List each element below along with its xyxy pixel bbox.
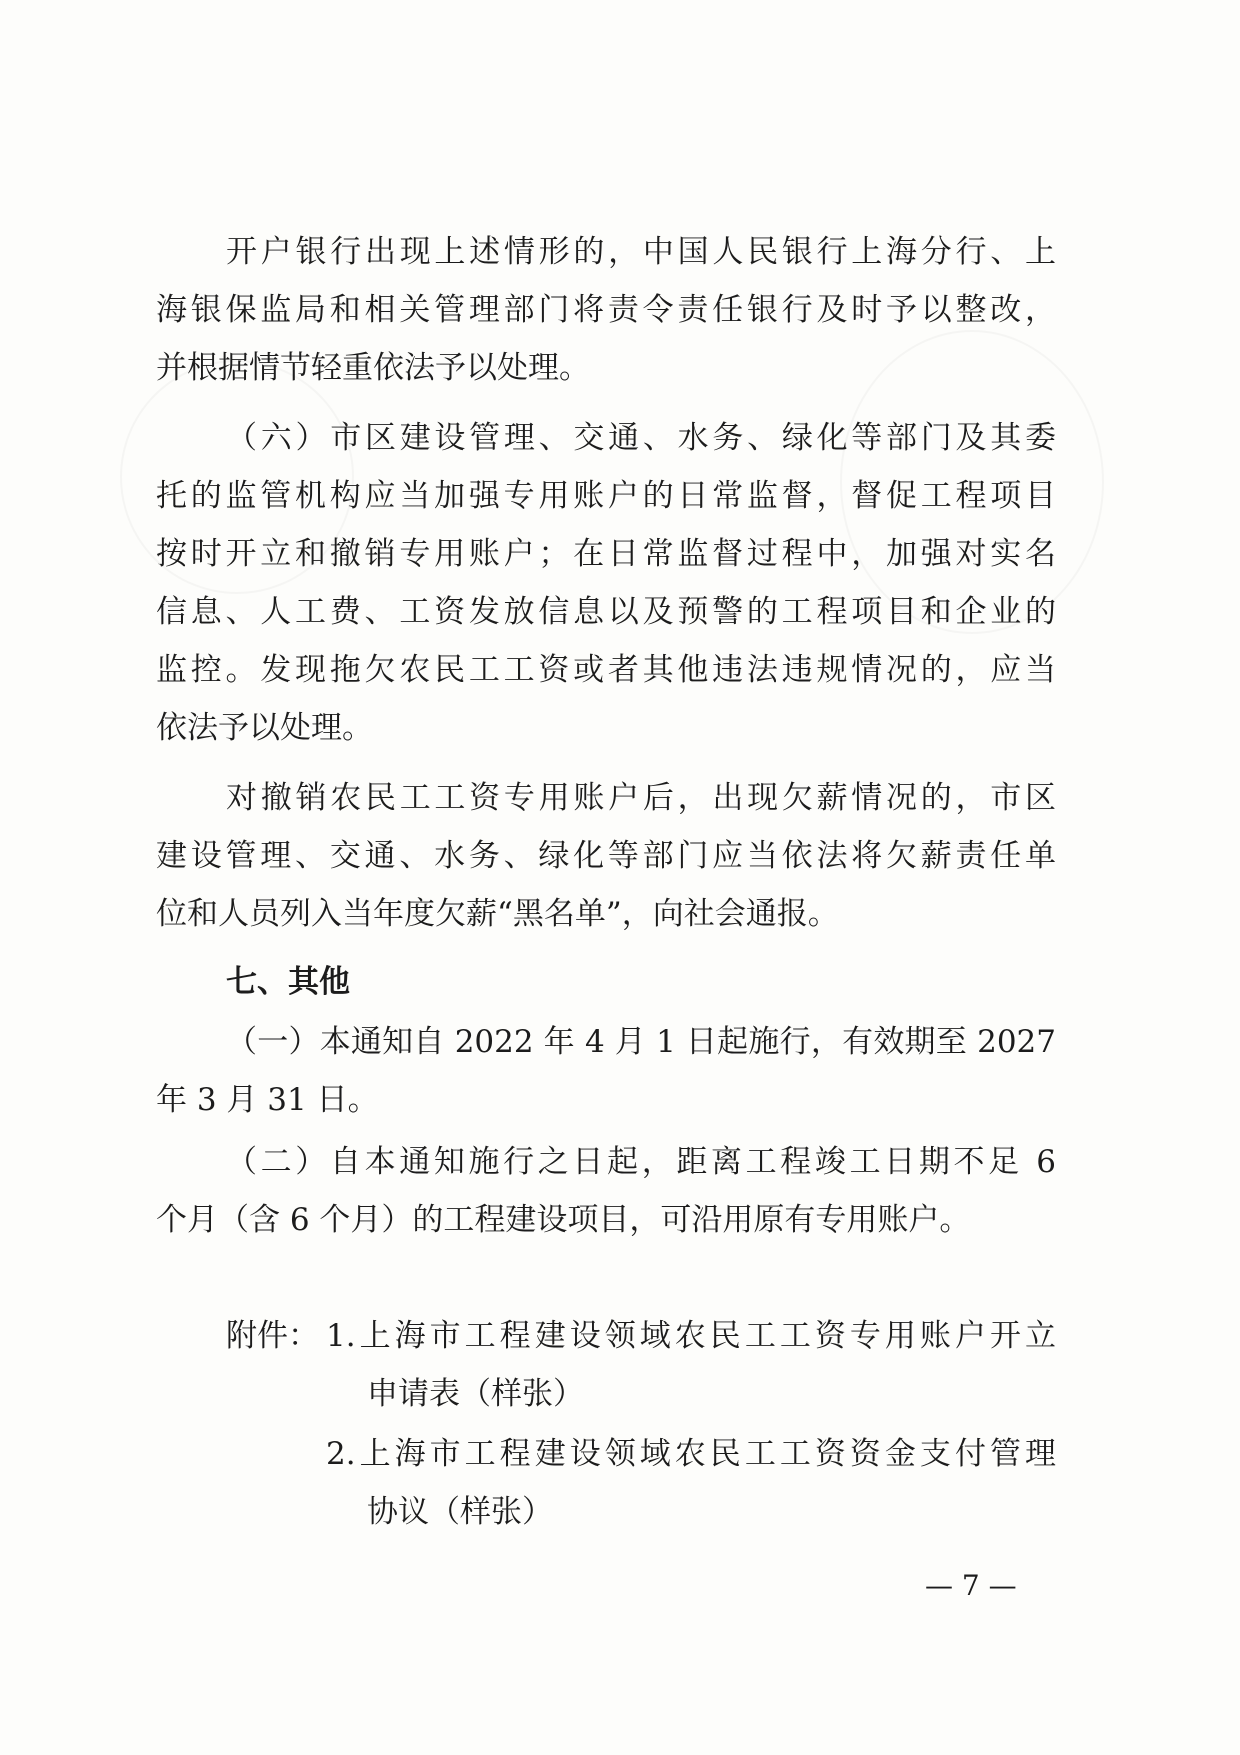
paragraph-3-line-2: 建设管理、交通、水务、绿化等部门应当依法将欠薪责任单 bbox=[156, 838, 1056, 874]
paragraph-1-line-1: 开户银行出现上述情形的，中国人民银行上海分行、上 bbox=[226, 234, 1056, 270]
paragraph-2-line-1: （六）市区建设管理、交通、水务、绿化等部门及其委 bbox=[226, 420, 1056, 456]
paragraph-1-line-3: 并根据情节轻重依法予以处理。 bbox=[156, 350, 590, 386]
paragraph-5-line-1: （二）自本通知施行之日起，距离工程竣工日期不足 6 bbox=[226, 1144, 1056, 1180]
annex-item-1-line-2: 申请表（样张） bbox=[367, 1376, 584, 1412]
paragraph-2-line-6: 依法予以处理。 bbox=[156, 710, 373, 746]
paragraph-3-line-1: 对撤销农民工工资专用账户后，出现欠薪情况的，市区 bbox=[226, 780, 1056, 816]
paragraph-2-line-4: 信息、人工费、工资发放信息以及预警的工程项目和企业的 bbox=[156, 594, 1056, 630]
paragraph-1-line-2: 海银保监局和相关管理部门将责令责任银行及时予以整改， bbox=[156, 292, 1056, 328]
paragraph-5-line-2: 个月（含 6 个月）的工程建设项目，可沿用原有专用账户。 bbox=[156, 1202, 971, 1238]
paragraph-2-line-5: 监控。发现拖欠农民工工资或者其他违法违规情况的，应当 bbox=[156, 652, 1056, 688]
paragraph-2-line-3: 按时开立和撤销专用账户；在日常监督过程中，加强对实名 bbox=[156, 536, 1056, 572]
paragraph-2-line-2: 托的监管机构应当加强专用账户的日常监督，督促工程项目 bbox=[156, 478, 1056, 514]
annex-label: 附件： bbox=[226, 1318, 319, 1354]
page-number: — 7 — bbox=[925, 1569, 1017, 1602]
annex-item-2-line-1: 2.上海市工程建设领域农民工工资资金支付管理 bbox=[326, 1436, 1056, 1472]
annex-item-1-line-1: 1.上海市工程建设领域农民工工资专用账户开立 bbox=[326, 1318, 1056, 1354]
paragraph-4-line-2: 年 3 月 31 日。 bbox=[156, 1082, 379, 1118]
section-heading: 七、其他 bbox=[226, 964, 350, 1000]
paragraph-4-line-1: （一）本通知自 2022 年 4 月 1 日起施行，有效期至 2027 bbox=[226, 1024, 1056, 1060]
annex-item-2-line-2: 协议（样张） bbox=[367, 1494, 553, 1530]
paragraph-3-line-3: 位和人员列入当年度欠薪“黑名单”，向社会通报。 bbox=[156, 896, 839, 932]
